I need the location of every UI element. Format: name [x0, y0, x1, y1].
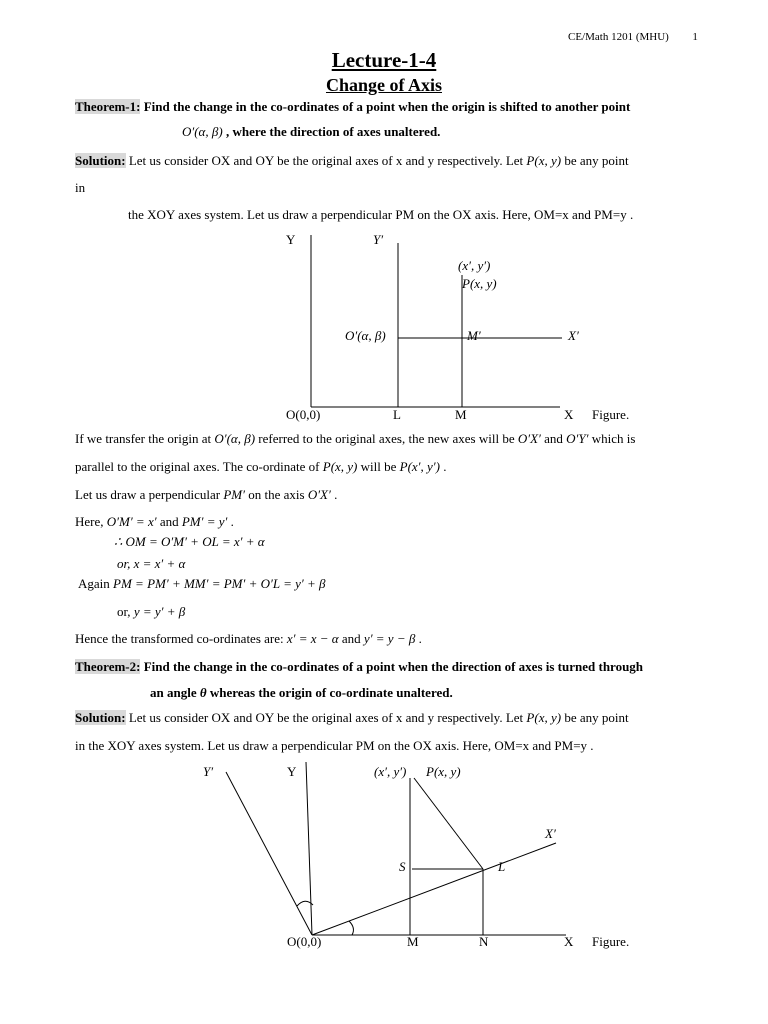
theorem2-line2: [150, 685, 453, 701]
fig1-caption: Figure.: [592, 407, 630, 422]
body1-line3: [75, 487, 337, 503]
solution1-point: P(x, y): [526, 153, 562, 168]
body1-l3a: Let us draw a perpendicular: [75, 487, 224, 502]
solution2-label: Solution:: [75, 710, 126, 725]
body1-l5b: x′ = x − α: [286, 631, 339, 646]
fig1-l-label: L: [393, 407, 401, 422]
fig1-x-prime-label: X′: [568, 328, 579, 343]
theorem1-text1: Find the change in the co-ordinates of a point when the origin is shifted to another point: [140, 99, 631, 114]
fig2-s-label: S: [399, 859, 406, 874]
body1-l3d: O′X′: [307, 487, 331, 502]
body1-l1a: If we transfer the origin at: [75, 431, 215, 446]
fig2-l-label: L: [498, 859, 506, 874]
fig2-x-label: X: [564, 934, 574, 949]
body1-l5d: y′ = y − β: [363, 631, 416, 646]
fig1-origin-prime-label: O′(α, β): [345, 328, 386, 343]
body1-l5c: and: [338, 631, 364, 646]
body1-l5a: Hence the transformed co-ordinates are:: [75, 631, 287, 646]
body1-l3c: on the axis: [244, 487, 308, 502]
body1-l4d: PM′ = y′: [181, 514, 228, 529]
theorem1-label: Theorem-1:: [75, 99, 141, 114]
body1-l3b: PM′: [223, 487, 245, 502]
body1-l4c: and: [156, 514, 182, 529]
body1-line4: [75, 514, 234, 530]
equation-y-line: [117, 604, 185, 620]
equation-om: ∴ OM = O′M′ + OL = x′ + α: [114, 534, 265, 549]
theorem2-theta: θ: [199, 685, 207, 700]
solution1-label: Solution:: [75, 153, 126, 168]
body1-l2a: parallel to the original axes. The co-ordinate of: [75, 459, 323, 474]
fig1-point-label: P(x, y): [462, 276, 497, 291]
fig1-x-label: X: [564, 407, 574, 422]
solution2-point: P(x, y): [526, 710, 562, 725]
body1-l1e: and: [540, 431, 567, 446]
fig2-y-axis: [306, 762, 312, 935]
theorem2-text2a: an angle: [150, 685, 200, 700]
equation-pm: PM = PM′ + MM′ = PM′ + O′L = y′ + β: [113, 576, 326, 591]
equation-y: y = y′ + β: [133, 604, 186, 619]
fig1-origin-label: O(0,0): [286, 407, 321, 422]
equation-x: or, x = x′ + α: [117, 556, 186, 571]
fig1-y-label: Y: [286, 232, 296, 247]
fig1-m-label: M: [455, 407, 467, 422]
equation-pm-line: [78, 576, 325, 592]
fig1-new-coords-label: (x′, y′): [458, 258, 491, 273]
equation-or: or,: [117, 604, 134, 619]
body1-l1b: O′(α, β): [214, 431, 256, 446]
body1-l2e: .: [439, 459, 447, 474]
equation-again: Again: [78, 576, 114, 591]
body1-l1d: O′X′: [517, 431, 541, 446]
theorem2-text1: Find the change in the co-ordinates of a point when the direction of axes is turned through: [140, 659, 644, 674]
section-title: Change of Axis: [325, 75, 442, 95]
body1-l3e: .: [330, 487, 338, 502]
fig2-origin-label: O(0,0): [287, 934, 322, 949]
theorem2-label: Theorem-2:: [75, 659, 141, 674]
body1-conclusion: [75, 631, 422, 647]
body1-l2c: will be: [357, 459, 400, 474]
fig2-x-prime-axis: [312, 843, 556, 935]
body1-l4e: .: [227, 514, 234, 529]
solution2-line1b: be any point: [561, 710, 629, 725]
fig2-caption: Figure.: [592, 934, 630, 949]
body1-l5e: .: [415, 631, 422, 646]
header-course: CE/Math 1201 (MHU): [568, 31, 669, 43]
fig2-new-coords-label: (x′, y′): [374, 764, 407, 779]
solution1-line3: the XOY axes system. Let us draw a perpendicular PM on the OX axis. Here, OM=x and PM=y .: [128, 207, 634, 222]
theorem2-text2b: whereas the origin of co-ordinate unaltered.: [206, 685, 453, 700]
fig2-m-label: M: [407, 934, 419, 949]
theorem1-point: O′(α, β): [182, 124, 223, 139]
fig1-m-prime-label: M′: [467, 328, 481, 343]
body1-l1g: which is: [588, 431, 636, 446]
theorem1-text2: , where the direction of axes unaltered.: [222, 124, 441, 139]
body1-l2d: P(x′, y′): [399, 459, 440, 474]
body1-line2: [75, 459, 446, 475]
fig2-pl-line: [414, 778, 483, 869]
fig2-point-label: P(x, y): [426, 764, 461, 779]
fig2-n-label: N: [479, 934, 489, 949]
body1-l2b: P(x, y): [322, 459, 358, 474]
body1-line1: [75, 431, 635, 447]
lecture-title: Lecture-1-4: [331, 48, 437, 72]
solution1-line2: in: [75, 180, 86, 195]
solution2-line2: in the XOY axes system. Let us draw a perpendicular PM on the OX axis. Here, OM=x and PM=y .: [75, 738, 594, 753]
fig2-y-label: Y: [287, 764, 297, 779]
fig2-y-prime-label: Y′: [203, 764, 214, 779]
body1-l1c: referred to the original axes, the new axes will be: [255, 431, 518, 446]
body1-l4a: Here,: [75, 514, 107, 529]
solution1-line1a: Let us consider OX and OY be the original axes of x and y respectively. Let: [125, 153, 527, 168]
solution1-line1b: be any point: [561, 153, 629, 168]
fig2-y-prime-axis: [226, 772, 312, 935]
theorem2-line1: [75, 659, 643, 675]
solution2-line1: [75, 710, 629, 726]
fig2-x-prime-label: X′: [545, 826, 556, 841]
solution2-line1a: Let us consider OX and OY be the original axes of x and y respectively. Let: [125, 710, 527, 725]
header-page-number: 1: [692, 31, 698, 43]
body1-l1f: O′Y′: [566, 431, 589, 446]
body1-l4b: O′M′ = x′: [106, 514, 157, 529]
fig2-angle-arc-x: [349, 921, 353, 935]
fig1-y-prime-label: Y′: [373, 232, 384, 247]
